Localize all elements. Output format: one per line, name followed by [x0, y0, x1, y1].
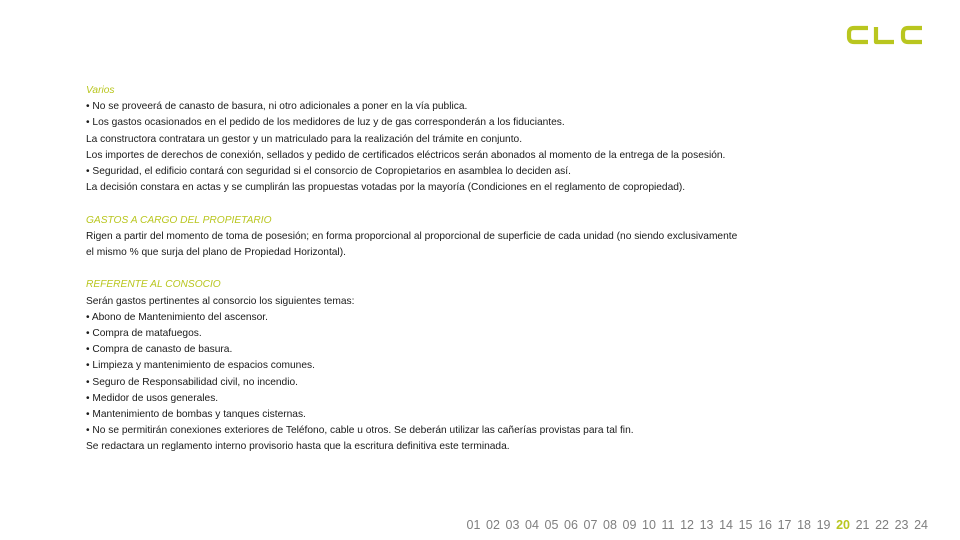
page-link-11[interactable]: 11 — [661, 518, 675, 532]
page-link-18[interactable]: 18 — [797, 518, 811, 532]
text-line: • Mantenimiento de bombas y tanques cisternas. — [86, 409, 306, 421]
text-line: Se redactara un reglamento interno provisorio hasta que la escritura definitiva este terminada. — [86, 441, 510, 453]
page-navigation — [461, 517, 928, 533]
text-line: el mismo % que surja del plano de Propiedad Horizontal). — [86, 247, 346, 259]
text-line: • No se permitirán conexiones exteriores de Teléfono, cable u otros. Se deberán utilizar las cañerías provistas para tal fin. — [86, 425, 634, 437]
spacer — [86, 196, 886, 212]
text-line: • Abono de Mantenimiento del ascensor. — [86, 311, 268, 323]
varios-lines — [86, 99, 886, 196]
text-line: Los importes de derechos de conexión, sellados y pedido de certificados eléctricos serán abonados al momento de la entrega de la posesión. — [86, 149, 726, 161]
page-link-05[interactable]: 05 — [544, 518, 559, 532]
page-link-04[interactable]: 04 — [525, 518, 539, 532]
page-link-07[interactable]: 07 — [583, 518, 598, 532]
page-link-03[interactable]: 03 — [505, 518, 520, 532]
page-link-14[interactable]: 14 — [719, 518, 733, 532]
text-line: • Compra de canasto de basura. — [86, 344, 233, 356]
text-line: • Seguridad, el edificio contará con seguridad si el consorcio de Copropietarios en asamblea lo deciden así. — [86, 166, 571, 178]
gastos-lines — [86, 229, 886, 261]
page-link-06[interactable]: 06 — [564, 518, 578, 532]
page-link-16[interactable]: 16 — [758, 518, 772, 532]
section-heading-gastos: GASTOS A CARGO DEL PROPIETARIO — [86, 214, 272, 226]
text-line: La constructora contratara un gestor y un matriculado para la realización del trámite en conjunto. — [86, 133, 523, 145]
page-link-20[interactable]: 20 — [836, 518, 850, 532]
page-link-21[interactable]: 21 — [855, 518, 870, 532]
page-link-22[interactable]: 22 — [875, 518, 889, 532]
text-line: La decisión constara en actas y se cumplirán las propuestas votadas por la mayoría (Condiciones en el reglamento de copropiedad). — [86, 182, 686, 194]
page-link-23[interactable]: 23 — [894, 518, 909, 532]
page-link-01[interactable]: 01 — [466, 518, 481, 532]
text-line: Rigen a partir del momento de toma de posesión; en forma proporcional al proporcional de superficie de cada unidad (no siendo exclusivamente — [86, 230, 738, 242]
text-line: Serán gastos pertinentes al consorcio los siguientes temas: — [86, 295, 355, 307]
page-link-12[interactable]: 12 — [680, 518, 694, 532]
text-line: • Limpieza y mantenimiento de espacios comunes. — [86, 360, 315, 372]
section-heading-varios: Varios — [86, 85, 115, 96]
page-link-02[interactable]: 02 — [486, 518, 500, 532]
page-link-19[interactable]: 19 — [816, 518, 831, 532]
spacer — [86, 261, 886, 277]
page-link-13[interactable]: 13 — [699, 518, 714, 532]
text-line: • Compra de matafuegos. — [86, 328, 202, 340]
page-link-17[interactable]: 17 — [777, 518, 792, 532]
text-line: • Seguro de Responsabilidad civil, no incendio. — [86, 376, 298, 388]
section-heading-referente: REFERENTE AL CONSOCIO — [86, 279, 221, 291]
text-line: • Los gastos ocasionados en el pedido de los medidores de luz y de gas corresponderán a los fiduciantes. — [86, 117, 565, 129]
page-link-09[interactable]: 09 — [622, 518, 637, 532]
page-link-24[interactable]: 24 — [914, 518, 928, 532]
referente-lines — [86, 294, 886, 456]
document-body — [86, 83, 886, 456]
page-link-08[interactable]: 08 — [603, 518, 617, 532]
text-line: • Medidor de usos generales. — [86, 392, 219, 404]
page-link-10[interactable]: 10 — [642, 518, 656, 532]
clc-logo — [846, 24, 926, 46]
page-link-15[interactable]: 15 — [738, 518, 753, 532]
text-line: • No se proveerá de canasto de basura, ni otro adicionales a poner en la vía publica. — [86, 101, 468, 113]
